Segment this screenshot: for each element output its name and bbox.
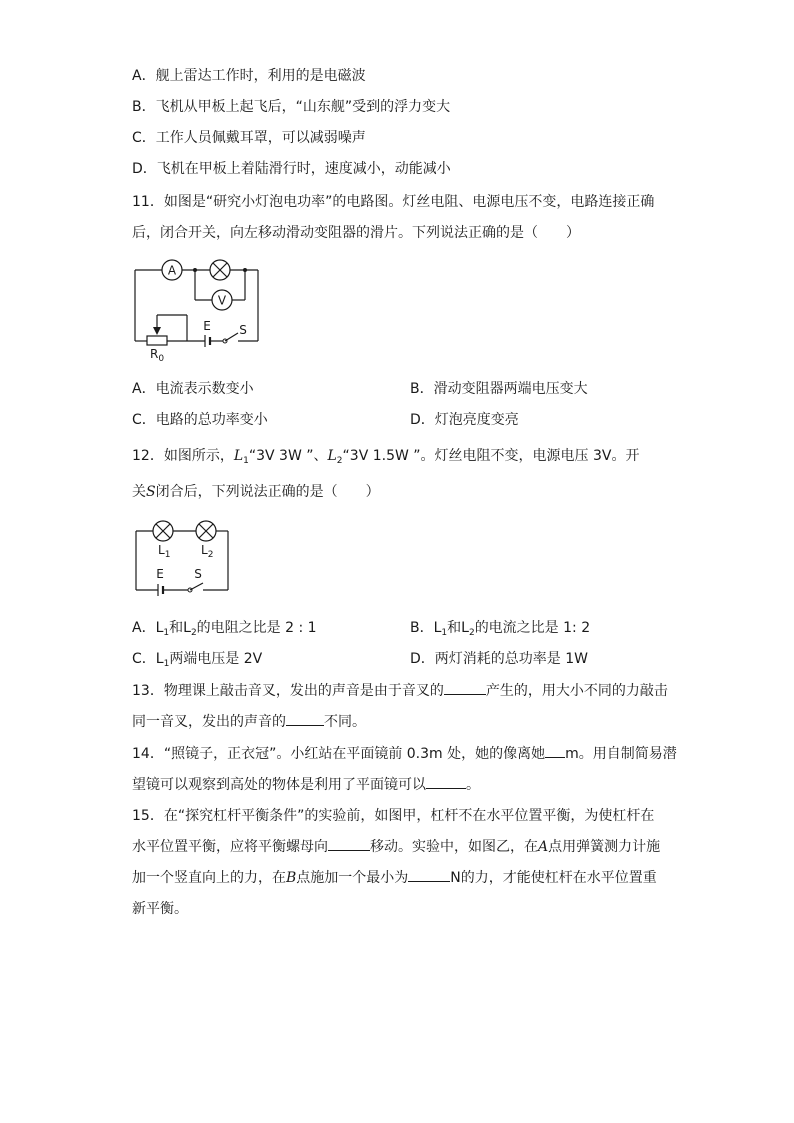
q12-option-d: D．两灯消耗的总功率是 1W: [410, 651, 588, 667]
q10-option-c: C．工作人员佩戴耳罩，可以减弱噪声: [132, 130, 366, 146]
q12-stem-line2: 关S闭合后，下列说法正确的是（ ）: [132, 484, 380, 500]
ammeter-label: A: [167, 263, 177, 278]
answer-blank[interactable]: [444, 682, 486, 695]
q11-option-a: A．电流表示数变小: [132, 381, 254, 397]
q15-line1: 15．在“探究杠杆平衡条件”的实验前，如图甲，杠杆不在水平位置平衡，为使杠杆在: [132, 808, 655, 824]
switch-label: S: [194, 567, 202, 581]
q12-option-a: A．$L_1$和$L_2$的电阻之比是 2 : 1: [132, 620, 317, 638]
q13-line2: 同一音叉，发出的声音的 不同。: [132, 714, 366, 730]
rheostat-label: $R_0$: [150, 347, 165, 364]
answer-blank[interactable]: [286, 713, 324, 726]
q12-option-b: B．$L_1$和$L_2$的电流之比是 1: 2: [410, 620, 591, 638]
battery-label: E: [156, 567, 164, 581]
q10-option-a: A．舰上雷达工作时，利用的是电磁波: [132, 68, 366, 84]
switch-label: S: [239, 323, 247, 337]
q10-option-d: D．飞机在甲板上着陆滑行时，速度减小，动能减小: [132, 161, 451, 177]
q11-option-c: C．电路的总功率变小: [132, 412, 268, 428]
q11-stem-line1: 11．如图是“研究小灯泡电功率”的电路图。灯丝电阻、电源电压不变，电路连接正确: [132, 194, 655, 210]
answer-blank[interactable]: [408, 869, 450, 882]
answer-blank[interactable]: [545, 745, 565, 758]
q10-option-b: B．飞机从甲板上起飞后，“山东舰”受到的浮力变大: [132, 99, 451, 115]
q13-line1: 13．物理课上敲击音叉，发出的声音是由于音叉的 产生的，用大小不同的力敲击: [132, 683, 668, 699]
q15-line3: 加一个竖直向上的力，在B点施加一个最小为 N的力，才能使杠杆在水平位置重: [132, 870, 657, 886]
battery-label: E: [203, 319, 211, 333]
switch-lever: [190, 583, 203, 590]
voltmeter-label: V: [217, 293, 227, 308]
q11-option-b: B．滑动变阻器两端电压变大: [410, 381, 588, 397]
q11-option-d: D．灯泡亮度变亮: [410, 412, 519, 428]
answer-blank[interactable]: [328, 838, 370, 851]
q12-stem-line1: 12．如图所示，$L_1“3V$ 3W ”、$L_2“3V$ 1.5W ”。灯丝电阻不变，电源电压 3V。开: [132, 448, 640, 466]
q14-line2: 望镜可以观察到高处的物体是利用了平面镜可以 。: [132, 777, 480, 793]
q14-line1: 14．“照镜子，正衣冠”。小红站在平面镜前 0.3m 处，她的像离她 m。用自制简易潜: [132, 746, 677, 762]
lamp1-label: $L_1$: [158, 543, 171, 560]
q12-option-c: C．$L_1$两端电压是 2V: [132, 651, 263, 669]
answer-blank[interactable]: [426, 776, 466, 789]
q15-line4: 新平衡。: [132, 901, 188, 917]
q11-stem-line2: 后，闭合开关，向左移动滑动变阻器的滑片。下列说法正确的是（ ）: [132, 225, 580, 241]
lamp2-label: $L_2$: [201, 543, 214, 560]
q15-line2: 水平位置平衡，应将平衡螺母向 移动。实验中，如图乙，在A点用弹簧测力计施: [132, 839, 661, 855]
